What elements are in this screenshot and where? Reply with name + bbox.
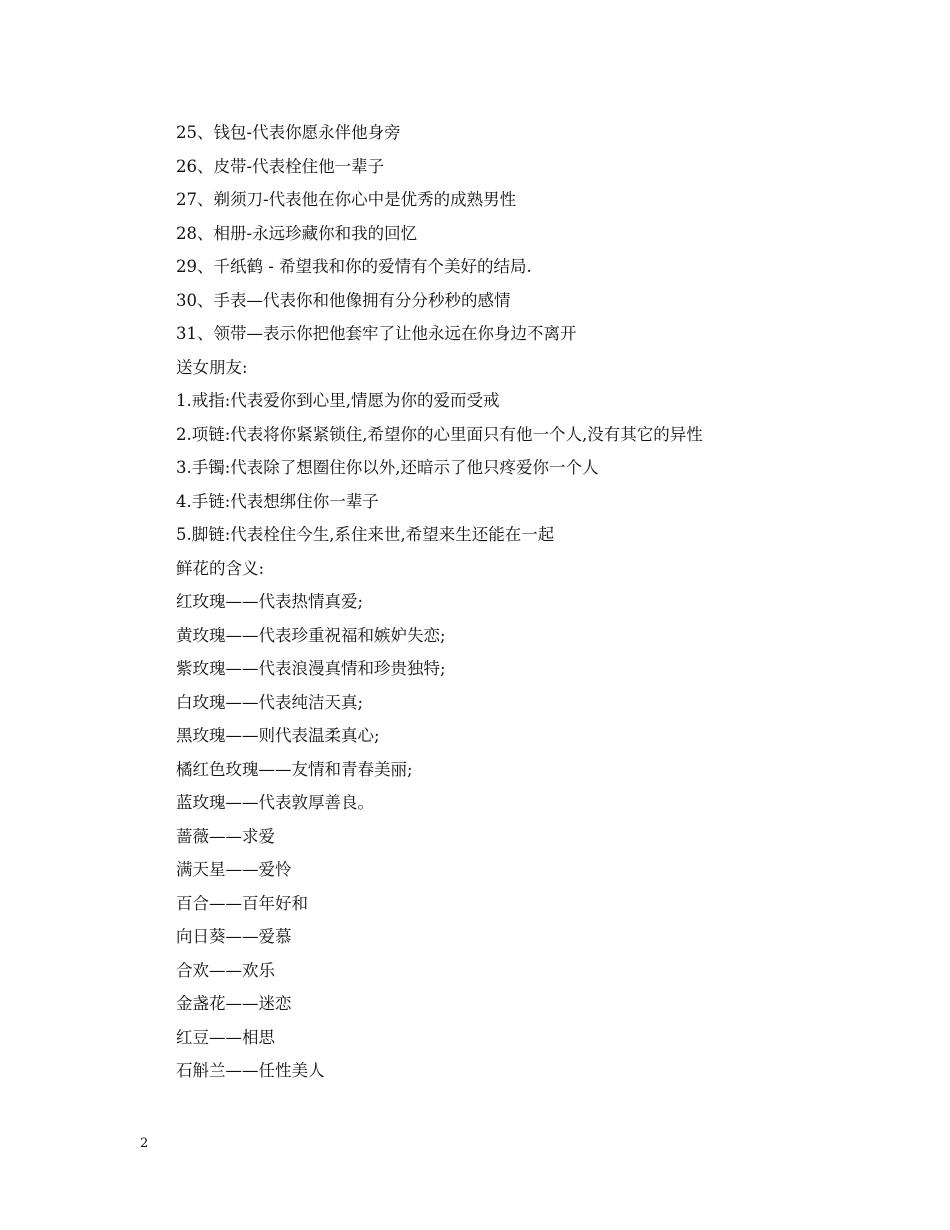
text-line: 29、千纸鹤 - 希望我和你的爱情有个美好的结局. [176,257,532,276]
text-line: 向日葵——爱慕 [176,927,292,946]
text-line: 4.手链:代表想绑住你一辈子 [176,491,379,511]
text-line: 金盏花——迷恋 [176,994,292,1013]
text-line: 红豆——相思 [176,1027,275,1047]
text-line: 5.脚链:代表栓住今生,系住来世,希望来生还能在一起 [176,525,555,544]
text-line: 25、钱包-代表你愿永伴他身旁 [176,123,401,142]
text-line: 黑玫瑰——则代表温柔真心; [176,726,380,745]
section-heading: 送女朋友: [176,357,248,377]
text-line: 红玫瑰——代表热情真爱; [176,592,364,611]
text-line: 28、相册-永远珍藏你和我的回忆 [176,223,418,243]
text-line: 橘红色玫瑰——友情和青春美丽; [176,759,413,779]
document-body [176,116,876,1088]
text-line: 1.戒指:代表爱你到心里,情愿为你的爱而受戒 [176,391,500,410]
text-line: 2.项链:代表将你紧紧锁住,希望你的心里面只有他一个人,没有其它的异性 [176,424,703,444]
text-line: 石斛兰——任性美人 [176,1061,325,1080]
text-line: 蔷薇——求爱 [176,826,275,846]
text-line: 白玫瑰——代表纯洁天真; [176,692,364,712]
text-line: 紫玫瑰——代表浪漫真情和珍贵独特; [176,659,446,678]
text-line: 百合——百年好和 [176,893,308,913]
text-line: 26、皮带-代表栓住他一辈子 [176,156,385,176]
text-line: 30、手表—代表你和他像拥有分分秒秒的感情 [176,290,511,310]
section-heading: 鲜花的含义: [176,558,265,578]
text-line: 蓝玫瑰——代表敦厚善良。 [176,793,374,812]
text-line: 合欢——欢乐 [176,960,275,980]
text-line: 满天星——爱怜 [176,860,292,879]
page-number: 2 [140,1136,149,1151]
text-line: 31、领带—表示你把他套牢了让他永远在你身边不离开 [176,324,577,343]
text-line: 3.手镯:代表除了想圈住你以外,还暗示了他只疼爱你一个人 [176,458,599,477]
text-line: 27、剃须刀-代表他在你心中是优秀的成熟男性 [176,190,517,209]
text-line: 黄玫瑰——代表珍重祝福和嫉妒失恋; [176,625,446,645]
